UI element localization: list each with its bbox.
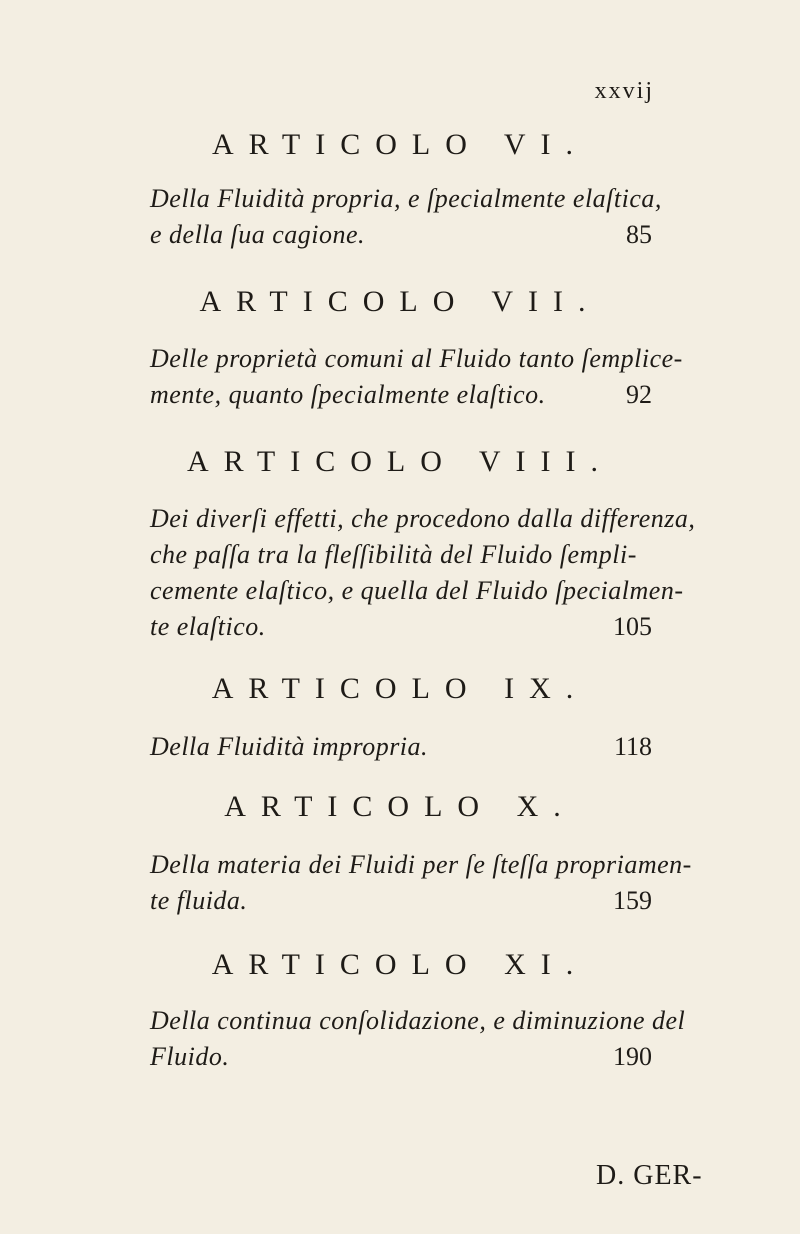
entry-page-ref: 118 (613, 732, 652, 761)
entry-title-line: Della continua conſolidazione, e diminuzione del (150, 1006, 686, 1035)
entry-title-line: Della materia dei Fluidi per ſe ſteſſa propriamen- (150, 850, 692, 879)
entry-page-ref: 159 (613, 886, 652, 915)
entry-title-line: te elaſtico. (150, 612, 266, 641)
article-heading: ARTICOLO XI. (211, 948, 589, 981)
entry-title-line: Della Fluidità propria, e ſpecialmente elaſtica, (150, 184, 662, 213)
article-heading: ARTICOLO IX. (211, 672, 589, 705)
article-heading: ARTICOLO VII. (199, 285, 601, 318)
article-heading: ARTICOLO X. (224, 790, 576, 823)
entry-page-ref: 92 (626, 380, 652, 409)
article-heading: ARTICOLO VIII. (187, 445, 613, 478)
entry-title-line: Dei diverſi effetti, che procedono dalla differenza, (150, 504, 696, 533)
entry-title-line: mente, quanto ſpecialmente elaſtico. (150, 380, 546, 409)
entry-title-line: che paſſa tra la fleſſibilità del Fluido ſempli- (150, 540, 637, 569)
entry-title-line: e della ſua cagione. (150, 220, 366, 249)
entry-title-line: Fluido. (150, 1042, 230, 1071)
entry-page-ref: 190 (613, 1042, 652, 1071)
entry-title-line: Della Fluidità impropria. (150, 732, 429, 761)
article-heading: ARTICOLO VI. (212, 128, 588, 161)
entry-page-ref: 85 (626, 220, 652, 249)
page-number: xxvij (594, 78, 654, 104)
entry-title-line: cemente elaſtico, e quella del Fluido ſpecialmen- (150, 576, 684, 605)
entry-title-line: Delle proprietà comuni al Fluido tanto ſemplice- (150, 344, 683, 373)
catchword: D. GER- (596, 1160, 703, 1191)
entry-title-line: te fluida. (150, 886, 248, 915)
entry-page-ref: 105 (613, 612, 652, 641)
